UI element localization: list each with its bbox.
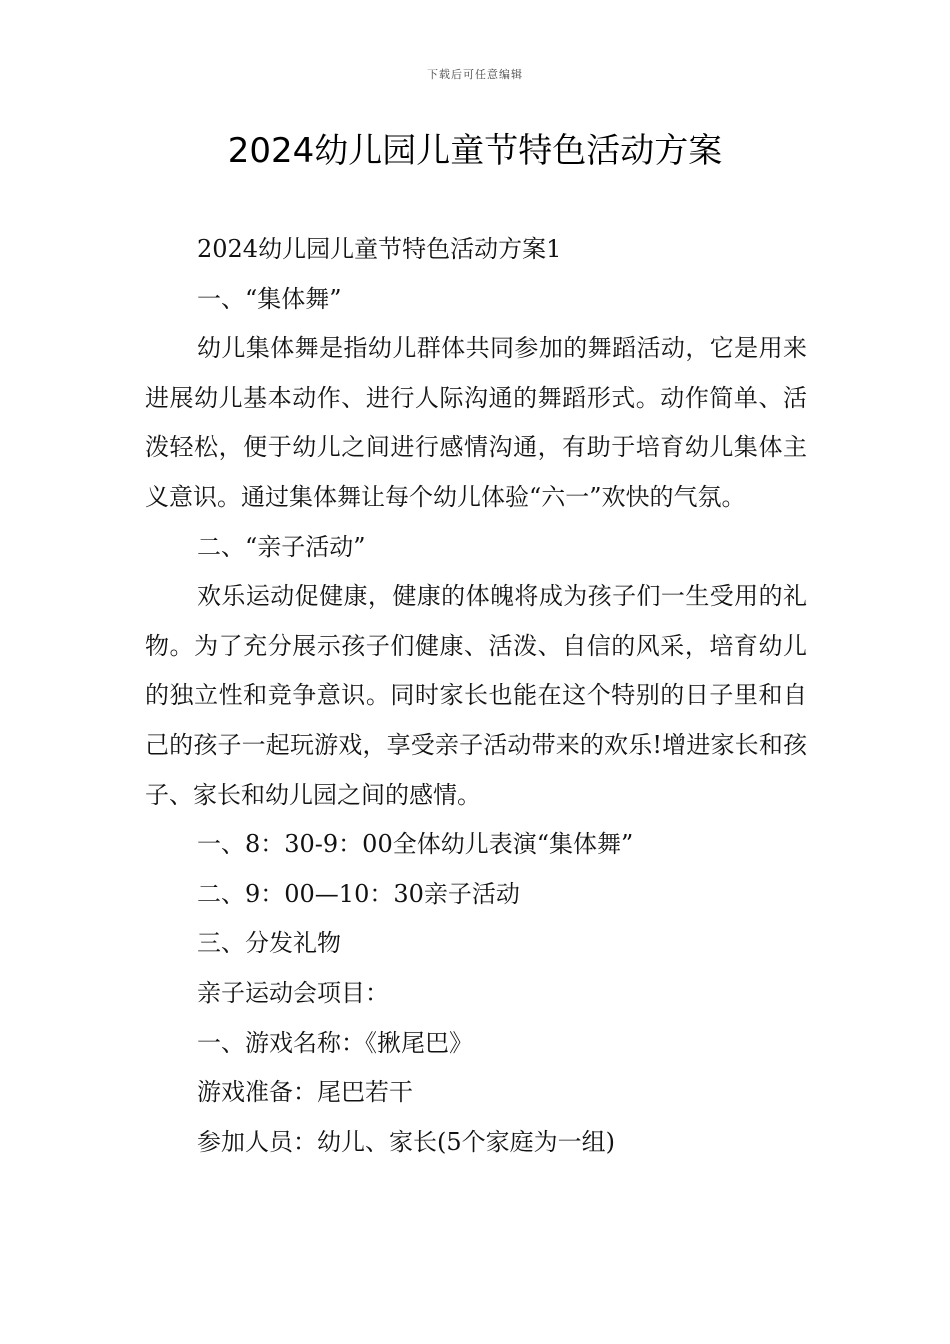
paragraph: 欢乐运动促健康，健康的体魄将成为孩子们一生受用的礼物。为了充分展示孩子们健康、活泼、自信的风采，培育幼儿的独立性和竞争意识。同时家长也能在这个特别的日子里和自己的孩子一起玩游戏，享受亲子活动带来的欢乐!增进家长和孩子、家长和幼儿园之间的感情。 [145, 582, 807, 809]
document-title: 2024幼儿园儿童节特色活动方案 [227, 131, 723, 171]
game-participants: 参加人员：幼儿、家长(5个家庭为一组) [197, 1127, 615, 1156]
schedule-item: 二、9：00—10：30亲子活动 [197, 879, 520, 908]
header-note: 下载后可任意编辑 [427, 68, 523, 81]
game-name: 一、游戏名称：《揪尾巴》 [197, 1028, 473, 1057]
subsection-heading: 一、“集体舞” [197, 284, 342, 313]
game-preparation: 游戏准备：尾巴若干 [197, 1078, 413, 1107]
document-body [145, 225, 807, 1167]
paragraph: 幼儿集体舞是指幼儿群体共同参加的舞蹈活动，它是用来进展幼儿基本动作、进行人际沟通的舞蹈形式。动作简单、活泼轻松，便于幼儿之间进行感情沟通，有助于培育幼儿集体主义意识。通过集体舞让每个幼儿体验“六一”欢快的气氛。 [145, 334, 807, 511]
section-heading: 2024幼儿园儿童节特色活动方案1 [197, 235, 562, 263]
schedule-item: 三、分发礼物 [197, 929, 341, 958]
schedule-item: 一、8：30-9：00全体幼儿表演“集体舞” [197, 830, 634, 859]
list-heading: 亲子运动会项目： [197, 978, 389, 1007]
subsection-heading: 二、“亲子活动” [197, 532, 366, 561]
